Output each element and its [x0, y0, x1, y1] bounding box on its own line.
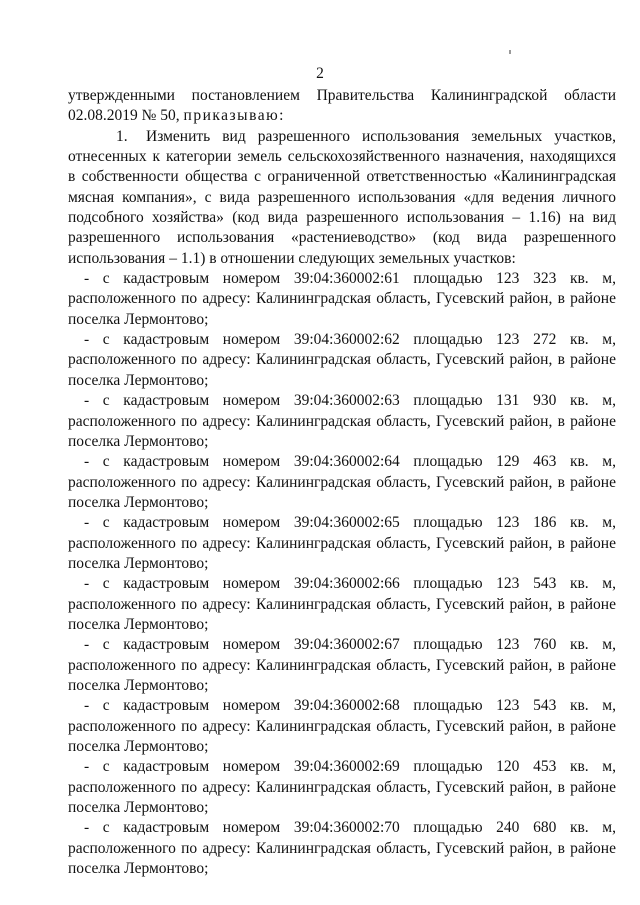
parcel-address-line: расположенного по адресу: Калининградская область, Гусевский район, в районе: [68, 778, 616, 796]
clause-1-line-1: [68, 127, 616, 147]
parcel-locality-line: поселка Лермонтово;: [68, 860, 209, 878]
parcel-cadastral-line: - с кадастровым номером 39:04:360002:70 площадью 240 680 кв. м,: [84, 819, 616, 837]
intro-line-2: [68, 106, 616, 126]
clause-line: разрешенного использования «растениеводство» (код вида разрешенного: [68, 229, 616, 247]
parcel-cadastral-line: - с кадастровым номером 39:04:360002:64 площадью 129 463 кв. м,: [84, 453, 616, 471]
parcel-item: [68, 330, 616, 391]
clause-line: отнесенных к категории земель сельскохозяйственного назначения, находящихся: [68, 148, 616, 166]
scan-mark: [509, 50, 511, 54]
parcel-locality-line: поселка Лермонтово;: [68, 615, 209, 633]
document-body: [68, 86, 616, 879]
clause-number: 1.: [116, 127, 128, 145]
page-number: 2: [316, 65, 324, 82]
clause-line: использования – 1.1) в отношении следующих земельных участков:: [68, 249, 516, 267]
parcel-cadastral-line: - с кадастровым номером 39:04:360002:65 площадью 123 186 кв. м,: [84, 514, 616, 532]
clause-text: Изменить вид разрешенного использования земельных участков,: [146, 127, 616, 145]
parcel-locality-line: поселка Лермонтово;: [68, 554, 209, 572]
parcel-item: [68, 757, 616, 818]
parcel-address-line: расположенного по адресу: Калининградская область, Гусевский район, в районе: [68, 412, 616, 430]
parcel-item: [68, 391, 616, 452]
parcel-address-line: расположенного по адресу: Калининградская область, Гусевский район, в районе: [68, 839, 616, 857]
parcel-cadastral-line: - с кадастровым номером 39:04:360002:66 площадью 123 543 кв. м,: [84, 575, 616, 593]
parcel-cadastral-line: - с кадастровым номером 39:04:360002:63 площадью 131 930 кв. м,: [84, 392, 616, 410]
clause-line: в собственности общества с ограниченной ответственностью «Калининградская: [68, 168, 616, 186]
parcel-locality-line: поселка Лермонтово;: [68, 799, 209, 817]
parcel-locality-line: поселка Лермонтово;: [68, 493, 209, 511]
clause-line: мясная компания», с вида разрешенного использования «для ведения личного: [68, 188, 616, 206]
parcel-locality-line: поселка Лермонтово;: [68, 676, 209, 694]
parcel-item: [68, 513, 616, 574]
decree-reference: 02.08.2019 № 50,: [68, 107, 180, 125]
intro-line-1: утвержденными постановлением Правительства Калининградской области: [68, 87, 616, 104]
parcel-address-line: расположенного по адресу: Калининградская область, Гусевский район, в районе: [68, 717, 616, 735]
order-word: приказываю:: [183, 107, 285, 125]
parcel-list: [68, 269, 616, 879]
parcel-cadastral-line: - с кадастровым номером 39:04:360002:68 площадью 123 543 кв. м,: [84, 697, 616, 715]
parcel-item: [68, 452, 616, 513]
parcel-cadastral-line: - с кадастровым номером 39:04:360002:69 площадью 120 453 кв. м,: [84, 758, 616, 776]
parcel-locality-line: поселка Лермонтово;: [68, 310, 209, 328]
parcel-item: [68, 696, 616, 757]
parcel-locality-line: поселка Лермонтово;: [68, 738, 209, 755]
parcel-address-line: расположенного по адресу: Калининградская область, Гусевский район, в районе: [68, 290, 616, 308]
parcel-item: [68, 818, 616, 879]
parcel-item: [68, 269, 616, 330]
parcel-address-line: расположенного по адресу: Калининградская область, Гусевский район, в районе: [68, 595, 616, 613]
parcel-address-line: расположенного по адресу: Калининградская область, Гусевский район, в районе: [68, 656, 616, 674]
parcel-address-line: расположенного по адресу: Калининградская область, Гусевский район, в районе: [68, 351, 616, 369]
parcel-address-line: расположенного по адресу: Калининградская область, Гусевский район, в районе: [68, 473, 616, 491]
parcel-locality-line: поселка Лермонтово;: [68, 432, 209, 450]
parcel-locality-line: поселка Лермонтово;: [68, 371, 209, 389]
clause-line: подсобного хозяйства» (код вида разрешенного использования – 1.16) на вид: [68, 209, 616, 227]
parcel-cadastral-line: - с кадастровым номером 39:04:360002:61 площадью 123 323 кв. м,: [84, 270, 616, 288]
parcel-cadastral-line: - с кадастровым номером 39:04:360002:67 площадью 123 760 кв. м,: [84, 636, 616, 654]
parcel-item: [68, 635, 616, 696]
parcel-item: [68, 574, 616, 635]
parcel-cadastral-line: - с кадастровым номером 39:04:360002:62 площадью 123 272 кв. м,: [84, 331, 616, 349]
parcel-address-line: расположенного по адресу: Калининградская область, Гусевский район, в районе: [68, 534, 616, 552]
